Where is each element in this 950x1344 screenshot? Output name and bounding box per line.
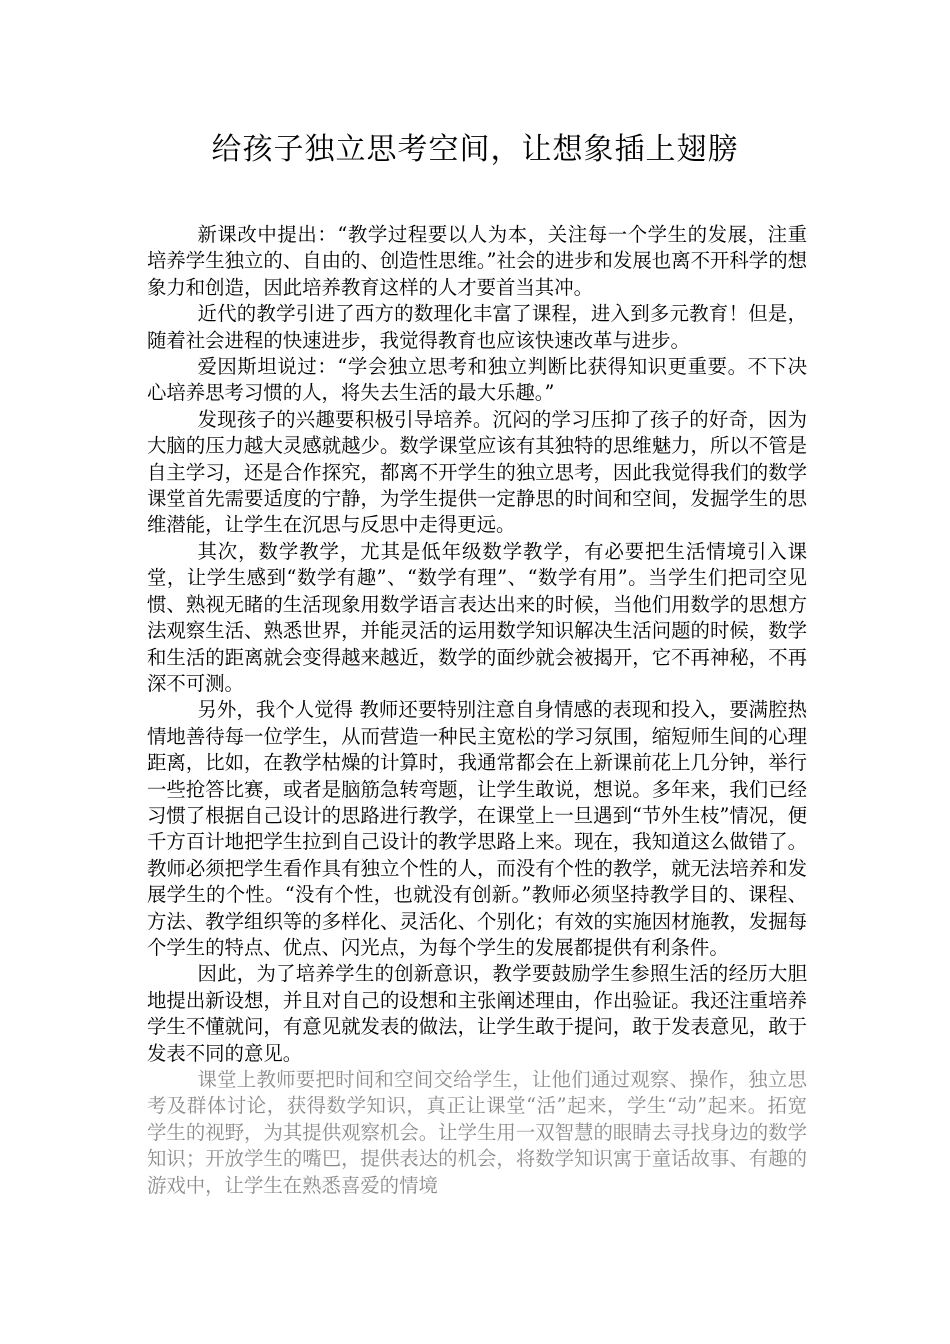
paragraph-7: 因此，为了培养学生的创新意识，教学要鼓励学生参照生活的经历大胆地提出新设想，并且对自己的设想和主张阐述理由，作出验证。我还注重培养学生不懂就问，有意见就发表的做法，让学生敢于提问，敢于发表意见，敢于发表不同的意见。 bbox=[147, 962, 807, 1065]
paragraph-8-faded: 课堂上教师要把时间和空间交给学生，让他们通过观察、操作，独立思考及群体讨论，获得数学知识，真正让课堂“活”起来，学生“动”起来。拓宽学生的视野，为其提供观察机会。让学生用一双智慧的眼睛去寻找身边的数学知识；开放学生的嘴巴，提供表达的机会，将数学知识寓于童话故事、有趣的游戏中，让学生在熟悉喜爱的情境 bbox=[147, 1068, 807, 1197]
paragraph-2: 近代的教学引进了西方的数理化丰富了课程，进入到多元教育！但是，随着社会进程的快速进步，我觉得教育也应该快速改革与进步。 bbox=[147, 302, 807, 352]
paragraph-3: 爱因斯坦说过：“学会独立思考和独立判断比获得知识更重要。不下决心培养思考习惯的人，将失去生活的最大乐趣。” bbox=[147, 355, 807, 405]
document-title: 给孩子独立思考空间，让想象插上翅膀 bbox=[211, 132, 739, 167]
paragraph-4: 发现孩子的兴趣要积极引导培养。沉闷的学习压抑了孩子的好奇，因为大脑的压力越大灵感就越少。数学课堂应该有其独特的思维魅力，所以不管是自主学习，还是合作探究，都离不开学生的独立思考，因此我觉得我们的数学课堂首先需要适度的宁静，为学生提供一定静思的时间和空间，发掘学生的思维潜能，让学生在沉思与反思中走得更远。 bbox=[147, 407, 807, 537]
document-body bbox=[147, 222, 807, 1199]
paragraph-5: 其次，数学教学，尤其是低年级数学教学，有必要把生活情境引入课堂，让学生感到“数学有趣”、“数学有理”、“数学有用”。当学生们把司空见惯、熟视无睹的生活现象用数学语言表达出来的时候，当他们用数学的思想方法观察生活、熟悉世界，并能灵活的运用数学知识解决生活问题的时候，数学和生活的距离就会变得越来越近，数学的面纱就会被揭开，它不再神秘，不再深不可测。 bbox=[147, 539, 807, 695]
paragraph-6: 另外，我个人觉得 教师还要特别注意自身情感的表现和投入，要满腔热情地善待每一位学生，从而营造一种民主宽松的学习氛围，缩短师生间的心理距离，比如，在教学枯燥的计算时，我通常都会在上新课前花上几分钟，举行一些抢答比赛，或者是脑筋急转弯题，让学生敢说，想说。多年来，我们已经习惯了根据自己设计的思路进行教学，在课堂上一旦遇到“节外生枝”情况，便千方百计地把学生拉到自己设计的教学思路上来。现在，我知道这么做错了。教师必须把学生看作具有独立个性的人，而没有个性的教学，就无法培养和发展学生的个性。“没有个性，也就没有创新。”教师必须坚持教学目的、课程、方法、教学组织等的多样化、灵活化、个别化；有效的实施因材施教，发掘每个学生的特点、优点、闪光点，为每个学生的发展都提供有利条件。 bbox=[147, 698, 807, 959]
paragraph-1: 新课改中提出：“教学过程要以人为本，关注每一个学生的发展，注重培养学生独立的、自由的、创造性思维。”社会的进步和发展也离不开科学的想象力和创造，因此培养教育这样的人才要首当其冲。 bbox=[147, 223, 807, 299]
